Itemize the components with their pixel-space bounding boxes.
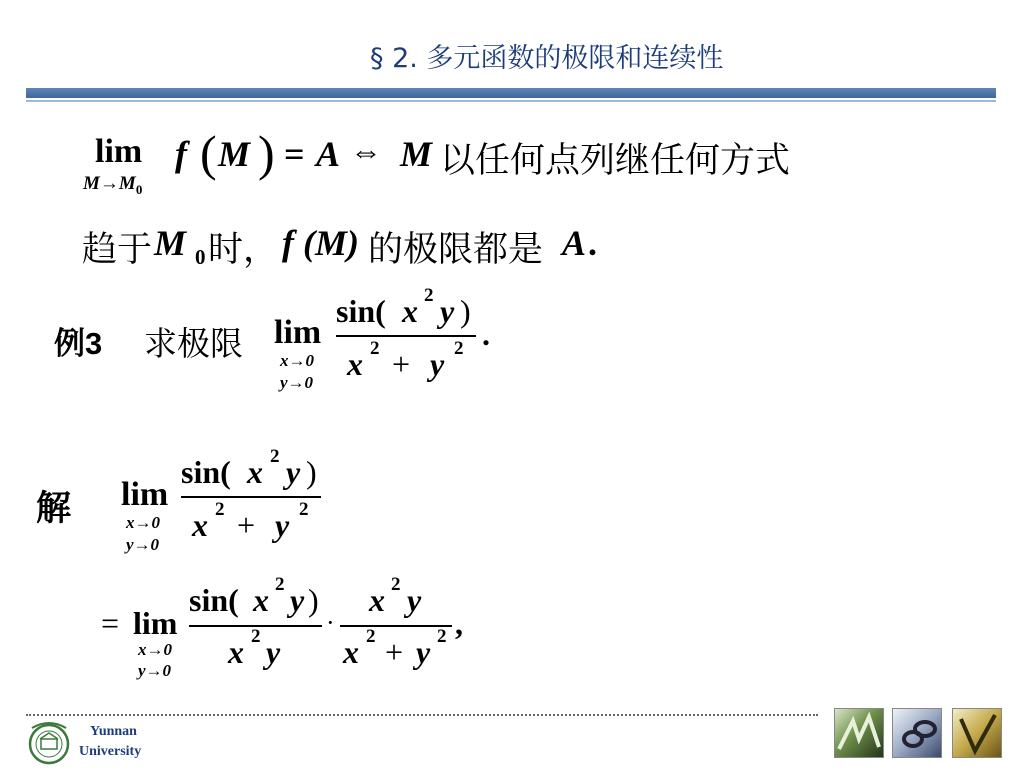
lim-sub-y: y→0: [126, 535, 160, 554]
denominator-plus: +: [237, 507, 256, 543]
lim-operator: lim: [121, 476, 169, 513]
fraction2-denominator-x-exponent: 2: [366, 626, 376, 647]
var-A: A: [316, 134, 341, 174]
university-name-line-1: Yunnan: [90, 724, 137, 739]
lim-operator-2: lim: [133, 605, 178, 641]
definition-text-4: 的极限都是: [368, 230, 544, 269]
solution: [0, 445, 1024, 695]
slide-title: § 2. 多元函数的极限和连续性: [370, 43, 724, 74]
denominator-y: y: [275, 507, 290, 543]
trailing-comma: ,: [455, 605, 463, 641]
denominator-y-exponent: 2: [454, 338, 464, 359]
lim-sub-x: x→0: [280, 351, 314, 370]
right-paren: ): [258, 125, 275, 181]
fraction1-numerator-exponent: 2: [275, 574, 285, 595]
fraction1-numerator-close: ): [308, 582, 319, 618]
fraction1-denominator-y: y: [266, 634, 281, 670]
lim-operator: lim: [274, 314, 322, 351]
equals-sign: =: [284, 134, 305, 174]
lim-sub-x: x→0: [126, 513, 160, 532]
example-label: 例3: [54, 326, 103, 361]
numerator-y: y: [440, 293, 455, 329]
lim-sub-var: M: [83, 173, 100, 194]
numerator-x: x: [247, 454, 263, 490]
fraction1-numerator-sin: sin(: [189, 582, 239, 618]
numerator-sin: sin(: [181, 454, 231, 490]
green-abstract-tile-icon: [834, 708, 884, 758]
numerator-close-paren: ): [306, 454, 317, 490]
blue-abstract-tile-icon: [892, 708, 942, 758]
lim-sub-y: y→0: [280, 373, 314, 392]
numerator-exponent: 2: [270, 446, 280, 467]
fraction2-denominator-x: x: [343, 634, 359, 670]
fraction2-bar: [340, 625, 452, 627]
lim-sub-y-2: y→0: [138, 661, 172, 680]
var-M0: M: [154, 223, 187, 263]
university-name-line-2: University: [79, 744, 142, 759]
denominator-plus: +: [392, 346, 411, 382]
fraction-bar: [336, 335, 476, 337]
var-M-2: M: [400, 134, 433, 174]
fraction2-denominator-y-exponent: 2: [437, 626, 447, 647]
numerator-sin: sin(: [336, 293, 386, 329]
var-M: M: [218, 134, 251, 174]
fraction-bar: [181, 496, 321, 498]
footer-dotted-rule: [26, 714, 818, 716]
gold-abstract-tile-icon: [952, 708, 1002, 758]
denominator-x-exponent: 2: [215, 499, 225, 520]
var-A-2: A: [562, 223, 587, 263]
lim-sub-x-2: x→0: [138, 640, 172, 659]
denominator-x: x: [192, 507, 208, 543]
fraction2-denominator-plus: +: [385, 634, 404, 670]
definition-formula: [0, 0, 1024, 280]
denominator-x: x: [347, 346, 363, 382]
yunnan-university-seal-icon: [26, 720, 72, 766]
f-of-M: f (M): [282, 223, 359, 263]
multiplication-dot: ·: [326, 608, 335, 637]
denominator-y-exponent: 2: [299, 499, 309, 520]
fraction2-numerator-x: x: [369, 582, 385, 618]
fraction1-denominator-x: x: [228, 634, 244, 670]
numerator-exponent: 2: [424, 285, 434, 306]
denominator-x-exponent: 2: [370, 338, 380, 359]
fraction2-denominator-y: y: [416, 634, 431, 670]
function-f: f: [175, 134, 187, 174]
numerator-y: y: [286, 454, 301, 490]
var-M0-subscript: 0: [195, 245, 206, 269]
lim-sub-zero: 0: [135, 181, 143, 197]
lim-sub-target: M: [118, 173, 136, 194]
definition-text-1: 以任何点列继任何方式: [440, 141, 791, 180]
fraction1-numerator-y: y: [290, 582, 305, 618]
lim-subscript: [83, 173, 142, 198]
numerator-x: x: [402, 293, 418, 329]
period: .: [588, 223, 597, 263]
left-paren: (: [200, 125, 217, 181]
fraction1-denominator-exponent: 2: [251, 626, 261, 647]
equals-sign: =: [101, 605, 120, 641]
lim-sub-arrow: →: [99, 173, 119, 194]
numerator-close-paren: ): [460, 293, 471, 329]
lim-operator: lim: [95, 133, 143, 170]
trailing-period: .: [482, 316, 490, 352]
iff-symbol: ⇔: [350, 133, 382, 169]
fraction1-numerator-x: x: [253, 582, 269, 618]
solution-label: 解: [36, 489, 72, 528]
example-prompt: 求极限: [144, 325, 243, 362]
fraction2-numerator-y: y: [407, 582, 422, 618]
definition-text-3: 时，: [208, 230, 279, 269]
denominator-y: y: [430, 346, 445, 382]
example-3: [0, 280, 1024, 410]
definition-text-2: 趋于: [82, 230, 153, 269]
fraction2-numerator-exponent: 2: [391, 574, 401, 595]
